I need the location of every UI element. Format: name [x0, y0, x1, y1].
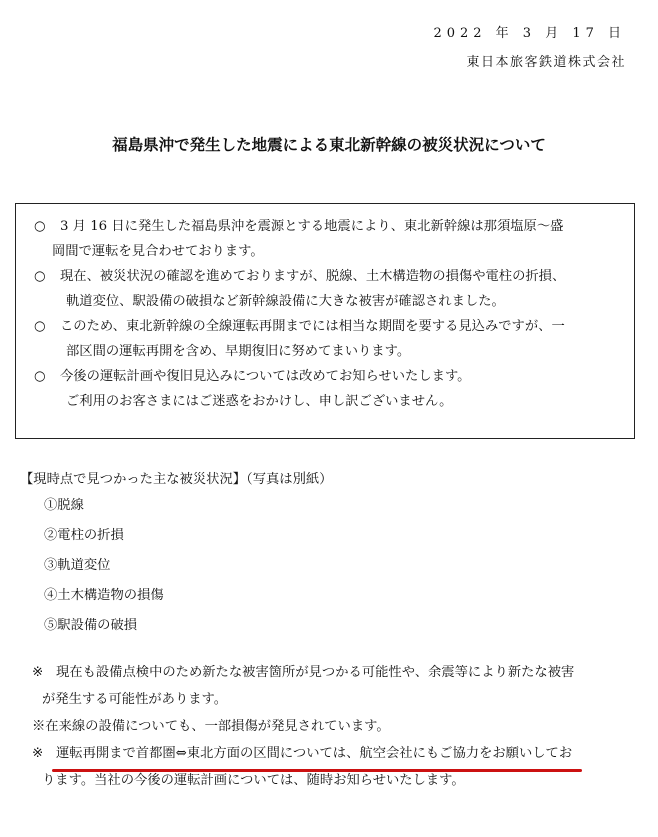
- note-line-cont: が発生する可能性があります。: [42, 692, 228, 707]
- summary-line-cont: 軌道変位、駅設備の破損など新幹線設備に大きな被害が確認されました。: [66, 294, 505, 309]
- damage-heading: 【現時点で見つかった主な被災状況】（写真は別紙）: [20, 472, 333, 487]
- circle-bullet-icon: ○: [34, 219, 46, 234]
- notes-section: [32, 659, 642, 794]
- note-line-cont: ります。当社の今後の運転計画については、随時お知らせいたします。: [42, 773, 465, 788]
- company-name: 東日本旅客鉄道株式会社: [466, 55, 626, 70]
- list-item: ①脱線: [44, 498, 84, 513]
- list-item: ②電柱の折損: [44, 528, 124, 543]
- circle-bullet-icon: ○: [34, 269, 46, 284]
- summary-line: ○ 現在、被災状況の確認を進めておりますが、脱線、土木構造物の損傷や電柱の折損、: [34, 264, 624, 289]
- list-item: ④土木構造物の損傷: [44, 588, 164, 603]
- list-item: ⑤駅設備の破損: [44, 618, 138, 633]
- note-mark-icon: ※: [32, 665, 44, 680]
- document-title: 福島県沖で発生した地震による東北新幹線の被災状況について: [112, 136, 546, 154]
- highlight-underline: [52, 769, 582, 772]
- list-item: ③軌道変位: [44, 558, 111, 573]
- note-line: ※在来線の設備についても、一部損傷が発見されています。: [32, 719, 390, 734]
- note-line: ※ 運転再開まで首都圏⇔東北方面の区間については、航空会社にもご協力をお願いしてお: [32, 740, 642, 767]
- summary-line-cont: 岡間で運転を見合わせております。: [52, 244, 264, 259]
- summary-line: ○ 3 月 16 日に発生した福島県沖を震源とする地震により、東北新幹線は那須塩原～盛: [34, 214, 624, 239]
- summary-box: [15, 203, 635, 439]
- summary-line-cont: 部区間の運転再開を含め、早期復旧に努めてまいります。: [66, 344, 411, 359]
- note-mark-icon: ※: [32, 746, 44, 761]
- summary-line-cont: ご利用のお客さまにはご迷惑をおかけし、申し訳ございません。: [66, 394, 453, 409]
- document-date: 2022 年 3 月 17 日: [433, 26, 626, 41]
- note-line: ※ 現在も設備点検中のため新たな被害箇所が見つかる可能性や、余震等により新たな被害: [32, 659, 642, 686]
- summary-line: ○ このため、東北新幹線の全線運転再開までには相当な期間を要する見込みですが、一: [34, 314, 624, 339]
- summary-line: ○ 今後の運転計画や復旧見込みについては改めてお知らせいたします。: [34, 364, 624, 389]
- damage-list: [44, 491, 164, 641]
- circle-bullet-icon: ○: [34, 319, 46, 334]
- circle-bullet-icon: ○: [34, 369, 46, 384]
